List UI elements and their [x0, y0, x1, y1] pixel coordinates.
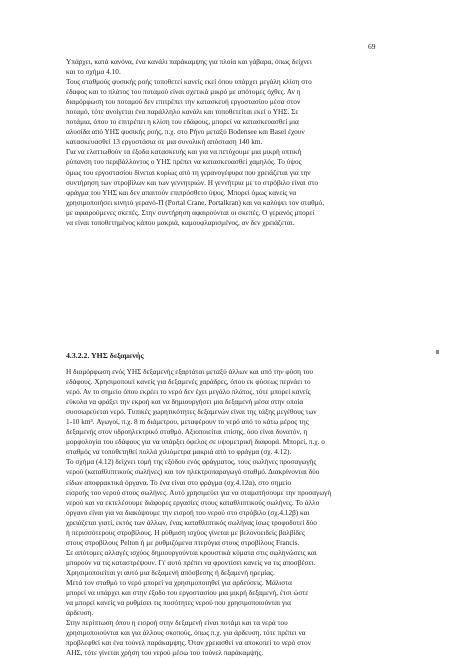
- text-line: Υπάρχει, κατά κανόνα, ένα κανάλι παράκαμψης για πλοία και γάβαρα, όπως δείχνει: [66, 57, 312, 66]
- text-line: συσσωρεύεται νερό. Τυπικές χωρητικότητες δεξαμενών είναι της τάξης μεγέθους των: [66, 407, 317, 417]
- text-line: μπορεί να υπάρχει και στην έξοδο του εργοστασίου μια μικρή δεξαμενή, έτσι ώστε: [66, 588, 309, 598]
- text-line: νερού (καταθλιπτικούς σωλήνες) και τον ηλεκτροπαραγωγό σταθμό. Διακρίνονται δύο: [66, 467, 320, 477]
- text-line: Για να ελαττωθούν τα έξοδα κατασκευής και για να πετύχουμε μια μικρή οπτική: [66, 147, 302, 157]
- section-heading: 4.3.2.2. ΥΗΣ δεξαμενής: [66, 351, 144, 360]
- text-line: συντήρηση των στροβίλων και των γεννητριών. Η γεννήτρια με το στρόβιλο είναι στο: [66, 177, 319, 187]
- text-line: Στην περίπτωση όπου η εισροή στην δεξαμενή είναι ποτάμι και τα νερά του: [66, 618, 288, 628]
- text-line: και το σχήμα 4.10.: [66, 67, 121, 77]
- text-line: Σε απότομες αλλαγές ισχύος δημιουργούνται κρουστικά κύματα στις σωληνώσεις και: [66, 547, 317, 557]
- text-line: προβλεφθεί και ένα τούνελ παράκαμψης. Όταν χρειασθεί να αποκοπεί το νερό στον: [66, 638, 311, 648]
- text-line: αλυσίδα από ΥΗΣ φυσικής ροής, π.χ. στο Ρήνο μεταξύ Bodensee και Basel έχουν: [66, 127, 305, 137]
- text-line: ποταμό, τότε ανοίγεται ένα παράλληλο κανάλι και τοποθετείται εκεί ο ΥΗΣ. Σε: [66, 107, 299, 117]
- text-line: Τους σταθμούς φυσικής ροής τοποθετεί κανείς εκεί όπου υπάρχει μεγάλη κλίση στο: [66, 77, 312, 87]
- text-line: έδαφος και το πλάτος του ποταμού είναι σχετικά μικρό με απότομες όχθες. Αν η: [66, 87, 301, 97]
- text-line: να είναι τοποθετημένος κάπου μακριά, καμουφλαρισμένος, αν δεν χρειάζεται.: [66, 217, 295, 227]
- text-line: όμως του εργοστασίου δίνεται κυρίως από τη γερανογέφυρα που χρειάζεται για την: [66, 167, 311, 177]
- text-line: νερού και να εκτελέσουμε διάφορες εργασίες στους καταθλιπτικούς σωλήνες. Το άλλο: [66, 497, 320, 507]
- text-line: να μπορεί κανείς να ρυθμίσει τις ποσότητες νερού που χρησιμοποιούνται για: [66, 598, 291, 608]
- text-line: νερό. Αν το σημείο όπου εκρέει το νερό δεν έχει μεγάλο πλάτος, τότε μπορεί κανείς: [66, 387, 311, 397]
- text-line: είδων αποφρακτικά όργανα. Το ένα είναι στο φράγμα (σχ.4.12α), στο σημείο: [66, 477, 291, 487]
- paragraph-block-2: [66, 367, 388, 658]
- text-line: μπορούν να τις καταστρέψουν. Γι' αυτό πρέπει να φροντίσει κανείς να τις αποσβέσει.: [66, 557, 316, 567]
- text-line: διαμόρφωση του ποταμού δεν επιτρέπει την κατασκευή εργοστασίου μέσα στον: [66, 97, 301, 107]
- text-line: με αφαιρούμενες σκεπές. Στην συντήρηση αφαιρούνται οι σκεπές. Ο γερανός μπορεί: [66, 207, 315, 217]
- text-line: Το σχήμα (4.12) δείχνει τομή της εξόδου ενός φράγματος, τους σωλήνες προσαγωγής: [66, 457, 317, 467]
- text-line: χρησιμοποιούνται και για άλλους σκοπούς, όπως π.χ. για άρδευση, τότε πρέπει να: [66, 628, 306, 638]
- text-line: όργανο είναι για να διακόψουμε την εισροή του νερού στο στρόβιλο (σχ.4.12β) και: [66, 507, 310, 517]
- text-line: μορφολογία του εδάφους για να υπάρξει όφελος σε υψομετρική διαφορά. Μπορεί, π.χ. ο: [66, 437, 325, 447]
- text-line: φράγμα του ΥΗΣ και δεν απαιτούν επιπρόσθετο ύψος. Μπορεί όμως κανείς να: [66, 187, 297, 197]
- text-line: σταθμός να τοποθετηθεί πολλά χιλιόμετρα μακριά από το φράγμα (σχ. 4.12).: [66, 447, 292, 457]
- page-number: 69: [368, 42, 376, 51]
- text-line: Η διαμόρφωση ενός ΥΗΣ δεξαμενής εξαρτάται μεταξύ άλλων και από την φύση του: [66, 367, 314, 376]
- text-line: ποτάμια, όπου το επιτρέπει η κλίση του εδάφους, μπορεί να κατασκευασθεί μια: [66, 117, 299, 127]
- text-line: 1-10 km³. Αγωγοί, π.χ. 8 m διάμετρου, μεταφέρουν το νερό από το κάτω μέρος της: [66, 417, 309, 427]
- paragraph-block-1: [66, 57, 388, 228]
- text-line: άρδευση.: [66, 608, 94, 618]
- text-line: Μετά τον σταθμό το νερό μπορεί να χρησιμοποιηθεί για αρδεύσεις. Μάλιστα: [66, 577, 292, 587]
- scan-artifact: [436, 350, 439, 354]
- text-line: χρησιμοποιήσει κινητό γερανό-Π (Portal Crane, Portalkran) και να καλύψει τον σταθμό,: [66, 197, 325, 207]
- text-line: δεξαμενής στον υδροηλεκτρικό σταθμό. Αξιοποιείται επίσης, όσο είναι δυνατόν, η: [66, 427, 308, 437]
- text-line: ή περισσότερους στροβίλους. Η ρύθμιση ισχύος γίνεται με βελονοειδείς βαλβίδες: [66, 527, 305, 537]
- text-line: ΑΗΣ, τότε γίνεται χρήση του νερού μέσω του τούνελ παράκαμψης.: [66, 648, 264, 658]
- text-line: ρύπανση του περιβάλλοντος ο ΥΗΣ πρέπει να κατασκευασθεί χαμηλός. Το ύψος: [66, 157, 302, 167]
- text-line: εύκολα να φράξει την εκροή και να δημιουργήσει μια δεξαμενή μέσα στην οποία: [66, 397, 304, 407]
- text-line: εισροής του νερού στους σωλήνες. Αυτό χρησιμεύει για να σταματήσουμε την προσαγωγή: [66, 487, 332, 497]
- text-line: χρειάζεται γιατί, εκτός των άλλων, ένας καταθλιπτικός σωλήνας ίσως τροφοδοτεί δύο: [66, 517, 317, 527]
- text-line: κατασκευασθεί 13 εργοστάσια σε μια συνολική απόσταση 140 km.: [66, 137, 263, 147]
- text-line: εδάφους. Χρησιμοποιεί κανείς για δεξαμενές χαράδρες, όπου εκ φύσεως περνάει το: [66, 377, 311, 387]
- text-line: Χρησιμοποιείται γι αυτό μια δεξαμενή απόσβεσης ή δεξαμενή ηρεμίας.: [66, 567, 275, 577]
- text-line: στους στροβίλους Pelton ή με ρυθμιζόμενα πτερύγια στους στροβίλους Francis.: [66, 537, 300, 547]
